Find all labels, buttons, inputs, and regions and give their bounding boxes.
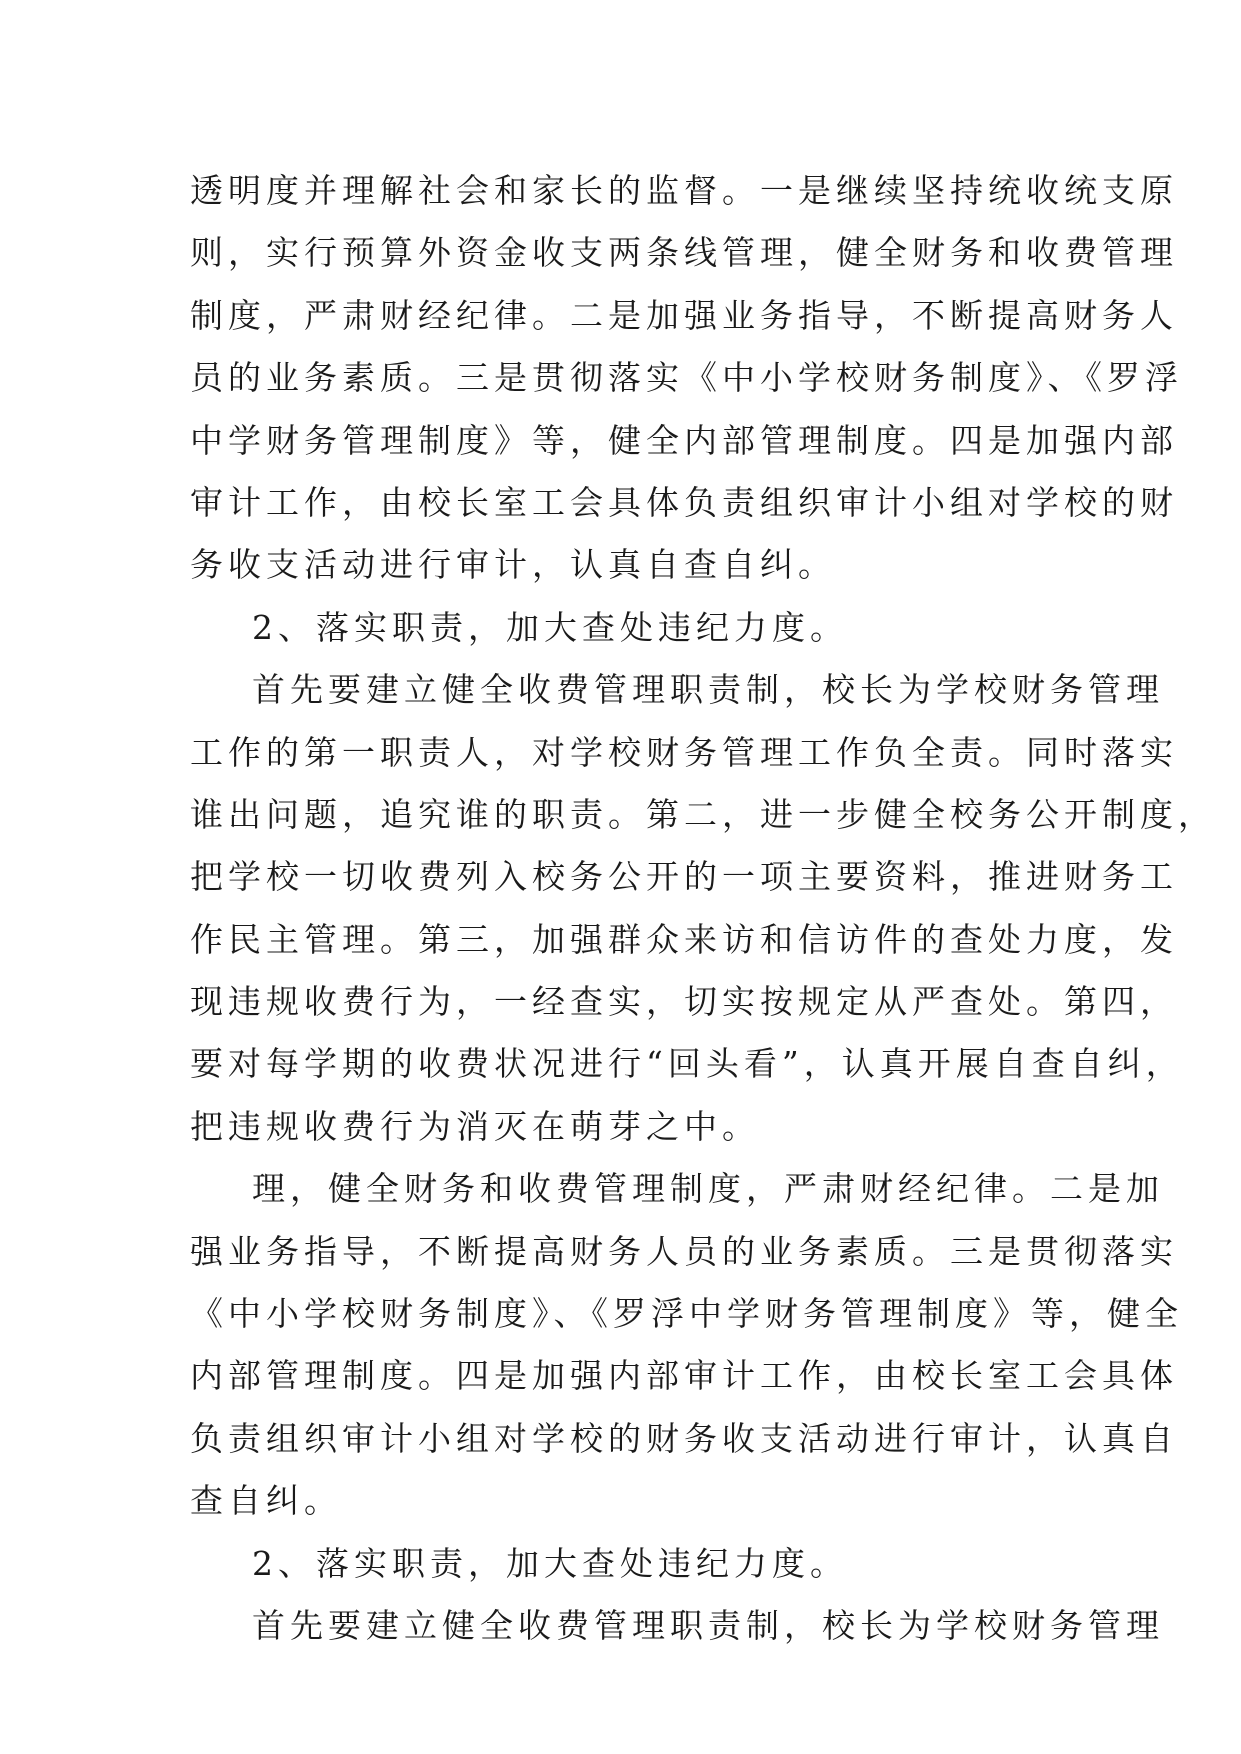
document-body bbox=[190, 160, 1216, 1657]
paragraph-first-line: 理，健全财务和收费管理制度，严肃财经纪律。二是加 bbox=[252, 1169, 1164, 1209]
text-line: 透明度并理解社会和家长的监督。一是继续坚持统收统支原 bbox=[190, 171, 1178, 210]
text-line: 则，实行预算外资金收支两条线管理，健全财务和收费管理 bbox=[190, 233, 1178, 273]
text-line: 审计工作，由校长室工会具体负责组织审计小组对学校的财 bbox=[190, 482, 1178, 522]
text-line: 《中小学校财务制度》、《罗浮中学财务管理制度》等，健全 bbox=[190, 1294, 1183, 1334]
text-line: 要对每学期的收费状况进行“回头看”，认真开展自查自纠， bbox=[190, 1044, 1184, 1084]
text-line: 谁出问题，追究谁的职责。第二，进一步健全校务公开制度， bbox=[190, 794, 1216, 834]
text-line: 中学财务管理制度》等，健全内部管理制度。四是加强内部 bbox=[190, 420, 1178, 460]
text-line: 现违规收费行为，一经查实，切实按规定从严查处。第四， bbox=[190, 982, 1178, 1022]
text-line: 作民主管理。第三，加强群众来访和信访件的查处力度，发 bbox=[190, 919, 1178, 959]
text-line: 务收支活动进行审计，认真自查自纠。 bbox=[190, 545, 836, 585]
paragraph-first-line: 首先要建立健全收费管理职责制，校长为学校财务管理 bbox=[252, 1605, 1164, 1645]
text-line: 负责组织审计小组对学校的财务收支活动进行审计，认真自 bbox=[190, 1418, 1178, 1458]
text-line: 把违规收费行为消灭在萌芽之中。 bbox=[190, 1106, 760, 1146]
text-line: 查自纠。 bbox=[190, 1481, 342, 1521]
text-line: 把学校一切收费列入校务公开的一项主要资料，推进财务工 bbox=[190, 857, 1178, 897]
section-heading: 2、落实职责，加大查处违纪力度。 bbox=[252, 1543, 848, 1583]
paragraph-first-line: 首先要建立健全收费管理职责制，校长为学校财务管理 bbox=[252, 670, 1164, 710]
section-heading: 2、落实职责，加大查处违纪力度。 bbox=[252, 607, 848, 647]
text-line: 工作的第一职责人，对学校财务管理工作负全责。同时落实 bbox=[190, 732, 1178, 772]
text-line: 制度，严肃财经纪律。二是加强业务指导，不断提高财务人 bbox=[190, 295, 1178, 335]
text-line: 员的业务素质。三是贯彻落实《中小学校财务制度》、《罗浮 bbox=[190, 358, 1183, 398]
text-line: 内部管理制度。四是加强内部审计工作，由校长室工会具体 bbox=[190, 1356, 1178, 1396]
text-line: 强业务指导，不断提高财务人员的业务素质。三是贯彻落实 bbox=[190, 1231, 1178, 1271]
